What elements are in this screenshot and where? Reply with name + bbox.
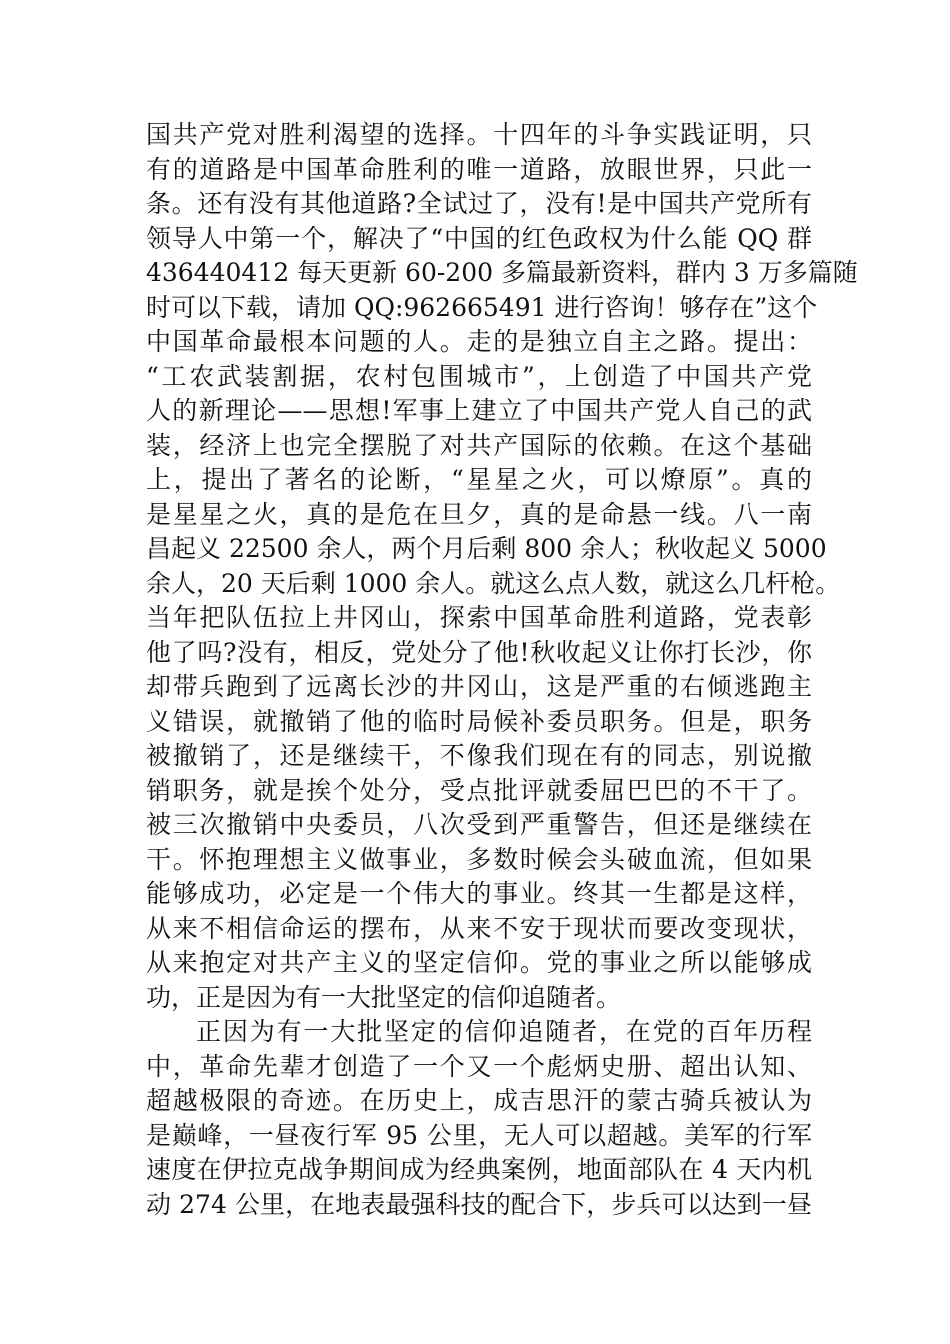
text-line: 销职务，就是挨个处分，受点批评就委屈巴巴的不干了。: [146, 775, 812, 805]
text-line: 装，经济上也完全摆脱了对共产国际的依赖。在这个基础: [146, 430, 812, 460]
text-line: 余人，20 天后剩 1000 余人。就这么点人数，就这么几杆枪。: [146, 568, 841, 598]
text-line: 功，正是因为有一大批坚定的信仰追随者。: [146, 982, 622, 1012]
text-line: 是巅峰，一昼夜行军 95 公里，无人可以超越。美军的行军: [146, 1120, 812, 1150]
text-line: 他了吗?没有，相反，党处分了他!秋收起义让你打长沙，你: [146, 637, 812, 667]
body-text: [146, 118, 858, 1222]
text-line: 领导人中第一个，解决了“中国的红色政权为什么能 QQ 群: [146, 223, 812, 253]
text-line: 是星星之火，真的是危在旦夕，真的是命悬一线。八一南: [146, 499, 812, 529]
paragraph-1: [146, 118, 858, 1015]
text-line: 超越极限的奇迹。在历史上，成吉思汗的蒙古骑兵被认为: [146, 1086, 812, 1115]
text-line: 时可以下载，请加 QQ:962665491 进行咨询！够存在”这个: [146, 292, 818, 322]
text-line: 条。还有没有其他道路?全试过了，没有!是中国共产党所有: [146, 189, 812, 218]
text-line: 当年把队伍拉上井冈山，探索中国革命胜利道路，党表彰: [146, 603, 812, 632]
text-line: 却带兵跑到了远离长沙的井冈山，这是严重的右倾逃跑主: [146, 672, 812, 701]
text-line: 国共产党对胜利渴望的选择。十四年的斗争实践证明，只: [146, 120, 812, 149]
text-line: 上，提出了著名的论断，“星星之火，可以燎原”。真的: [146, 465, 812, 494]
text-line: 昌起义 22500 余人，两个月后剩 800 余人；秋收起义 5000: [146, 534, 827, 563]
text-line: 干。怀抱理想主义做事业，多数时候会头破血流，但如果: [146, 844, 812, 874]
text-line: “工农武装割据，农村包围城市”，上创造了中国共产党: [146, 361, 812, 391]
text-line: 中国革命最根本问题的人。走的是独立自主之路。提出：: [146, 327, 812, 356]
text-line: 436440412 每天更新 60-200 多篇最新资料，群内 3 万多篇随: [146, 258, 858, 287]
text-line: 从来抱定对共产主义的坚定信仰。党的事业之所以能够成: [146, 948, 812, 977]
text-line: 速度在伊拉克战争期间成为经典案例，地面部队在 4 天内机: [146, 1155, 812, 1184]
text-line: 被撤销了，还是继续干，不像我们现在有的同志，别说撤: [146, 741, 812, 770]
text-line: 从来不相信命运的摆布，从来不安于现状而要改变现状，: [146, 913, 812, 943]
text-line: 能够成功，必定是一个伟大的事业。终其一生都是这样，: [146, 879, 812, 908]
text-line: 被三次撤销中央委员，八次受到严重警告，但还是继续在: [146, 810, 812, 839]
text-line: 人的新理论——思想!军事上建立了中国共产党人自己的武: [146, 396, 812, 425]
text-line: 动 274 公里，在地表最强科技的配合下，步兵可以达到一昼: [146, 1189, 812, 1219]
text-line: 中，革命先辈才创造了一个又一个彪炳史册、超出认知、: [146, 1051, 812, 1081]
text-line: 有的道路是中国革命胜利的唯一道路，放眼世界，只此一: [146, 154, 812, 184]
paragraph-2: [146, 1015, 812, 1222]
text-line: 正因为有一大批坚定的信仰追随者，在党的百年历程: [196, 1017, 812, 1046]
text-line: 义错误，就撤销了他的临时局候补委员职务。但是，职务: [146, 706, 812, 736]
